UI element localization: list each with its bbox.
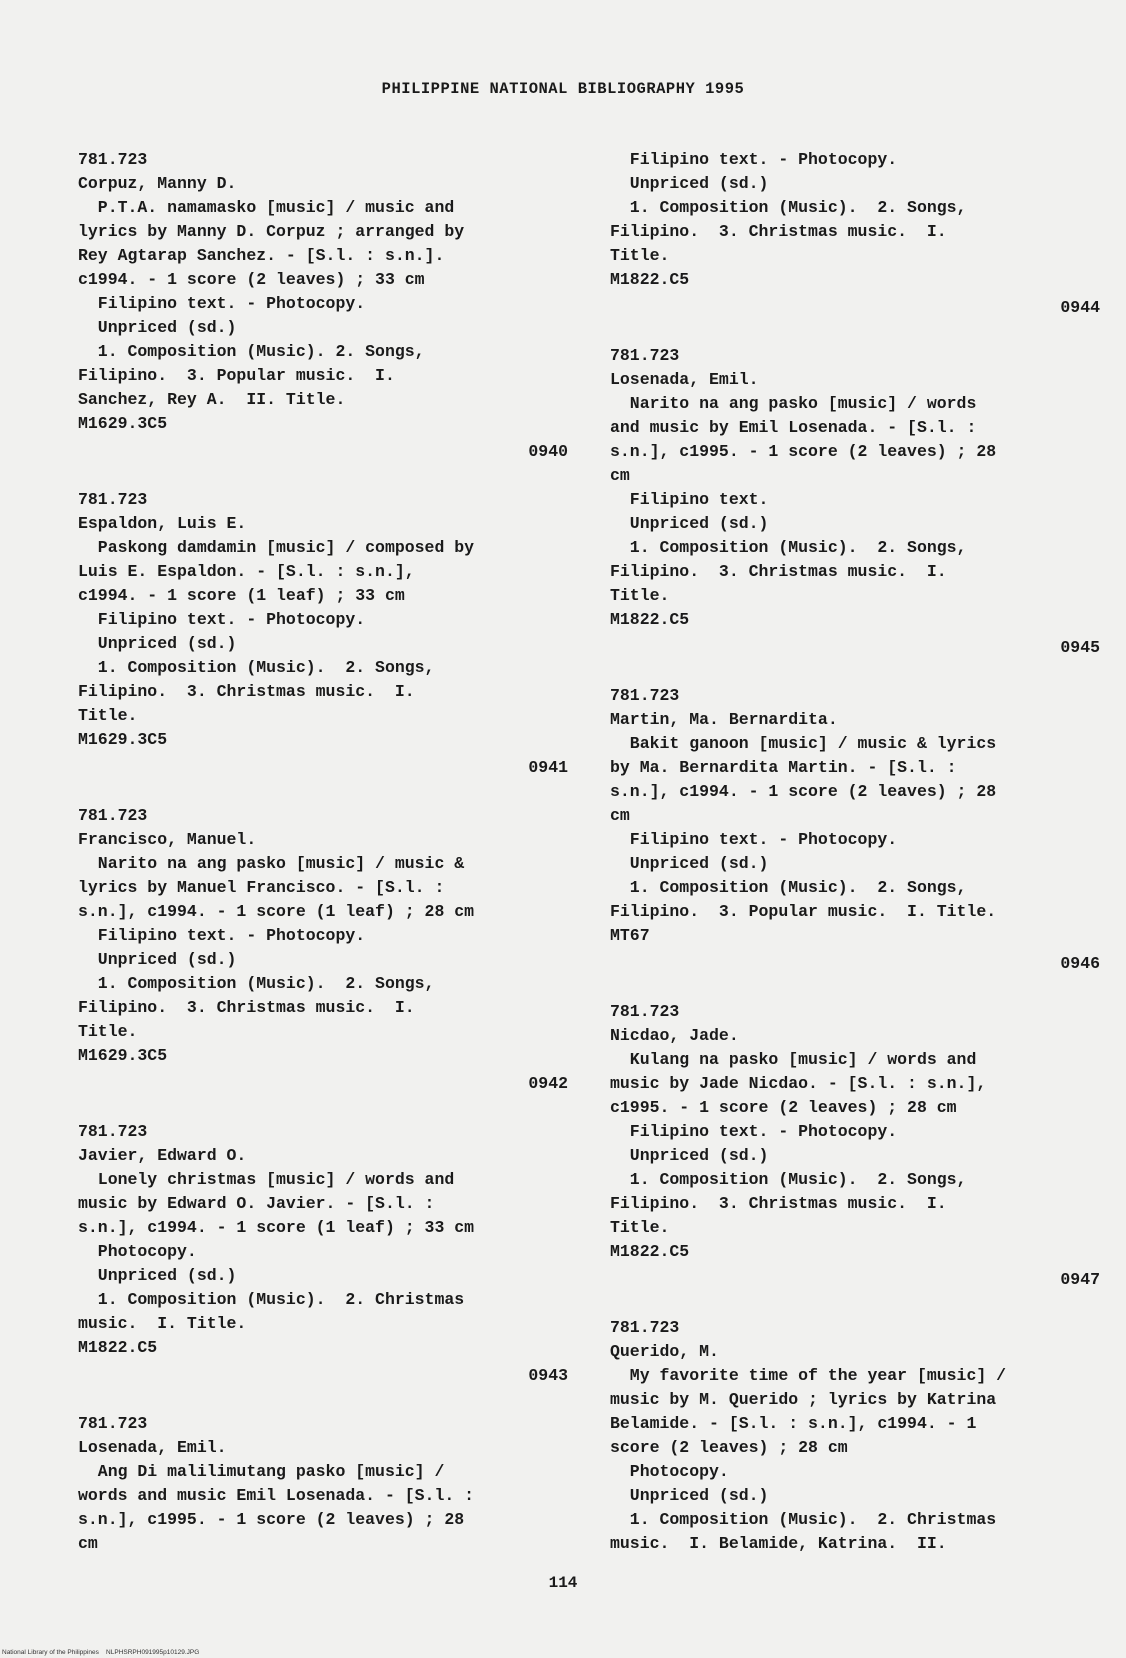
entry-number: 0945: [1060, 638, 1100, 657]
entry-line: Filipino text. - Photocopy.: [78, 610, 366, 629]
entry-line: Filipino. 3. Christmas music. I.: [610, 1194, 947, 1213]
entry-line: My favorite time of the year [music] /: [610, 1366, 1007, 1385]
entry-line: score (2 leaves) ; 28 cm: [610, 1438, 848, 1457]
entry-line: Unpriced (sd.): [610, 1486, 769, 1505]
entry-line: Filipino. 3. Christmas music. I.: [78, 998, 415, 1017]
entry-line: Narito na ang pasko [music] / music &: [78, 854, 465, 873]
entry-line: Unpriced (sd.): [610, 854, 769, 873]
entry-line: Title.: [610, 246, 670, 265]
entry-line: Filipino text. - Photocopy.: [78, 926, 366, 945]
entry-line: Unpriced (sd.): [78, 318, 237, 337]
entry-line: Narito na ang pasko [music] / words: [610, 394, 977, 413]
entry-line: Unpriced (sd.): [610, 174, 769, 193]
entry-line: 1. Composition (Music). 2. Songs,: [610, 878, 967, 897]
entry-line: Querido, M.: [610, 1342, 719, 1361]
entry-line: Photocopy.: [610, 1462, 729, 1481]
bibliography-entry: [610, 148, 1100, 320]
entry-line: Filipino text. - Photocopy.: [610, 830, 898, 849]
bibliography-entry: [78, 1412, 568, 1556]
entry-line: 1. Composition (Music). 2. Songs,: [610, 538, 967, 557]
entry-line: Ang Di malilimutang pasko [music] /: [78, 1462, 445, 1481]
left-column: [78, 148, 568, 1556]
entry-number: 0943: [528, 1366, 568, 1385]
bibliography-entry: [610, 1316, 1100, 1556]
entry-line: M1629.3C5: [78, 730, 168, 749]
entry-line: 1. Composition (Music). 2. Songs,: [78, 342, 425, 361]
entry-line: 1. Composition (Music). 2. Christmas: [610, 1510, 997, 1529]
entry-line: cm: [610, 806, 630, 825]
entry-line: Title.: [78, 706, 138, 725]
entry-line: music by Edward O. Javier. - [S.l. :: [78, 1194, 435, 1213]
entry-line: Nicdao, Jade.: [610, 1026, 739, 1045]
entry-line: by Ma. Bernardita Martin. - [S.l. :: [610, 758, 957, 777]
entry-line: lyrics by Manny D. Corpuz ; arranged by: [78, 222, 465, 241]
entry-line: s.n.], c1995. - 1 score (2 leaves) ; 28: [78, 1510, 465, 1529]
entry-line: cm: [610, 466, 630, 485]
entry-line: Filipino text.: [610, 490, 769, 509]
right-column: [610, 148, 1100, 1556]
entry-number: 0944: [1060, 298, 1100, 317]
entry-number: 0947: [1060, 1270, 1100, 1289]
entry-line: Filipino. 3. Christmas music. I.: [610, 562, 947, 581]
entry-line: 781.723: [610, 1002, 680, 1021]
entry-line: s.n.], c1994. - 1 score (1 leaf) ; 33 cm: [78, 1218, 475, 1237]
entry-line: Unpriced (sd.): [78, 950, 237, 969]
entry-line: Unpriced (sd.): [610, 1146, 769, 1165]
entry-line: M1822.C5: [610, 270, 690, 289]
entry-line: music by M. Querido ; lyrics by Katrina: [610, 1390, 997, 1409]
entry-line: Title.: [610, 586, 670, 605]
entry-line: c1995. - 1 score (2 leaves) ; 28 cm: [610, 1098, 957, 1117]
entry-line: Sanchez, Rey A. II. Title.: [78, 390, 346, 409]
entry-line: Filipino. 3. Christmas music. I.: [78, 682, 415, 701]
entry-line: music by Jade Nicdao. - [S.l. : s.n.],: [610, 1074, 987, 1093]
entry-line: Rey Agtarap Sanchez. - [S.l. : s.n.].: [78, 246, 445, 265]
entry-line: c1994. - 1 score (2 leaves) ; 33 cm: [78, 270, 425, 289]
entry-line: Photocopy.: [78, 1242, 197, 1261]
entry-line: P.T.A. namamasko [music] / music and: [78, 198, 455, 217]
entry-line: cm: [78, 1534, 98, 1553]
entry-line: 1. Composition (Music). 2. Christmas: [78, 1290, 465, 1309]
entry-line: Unpriced (sd.): [610, 514, 769, 533]
entry-line: music. I. Title.: [78, 1314, 247, 1333]
entry-line: 1. Composition (Music). 2. Songs,: [78, 974, 435, 993]
entry-line: Espaldon, Luis E.: [78, 514, 247, 533]
entry-number: 0942: [528, 1074, 568, 1093]
entry-line: 1. Composition (Music). 2. Songs,: [78, 658, 435, 677]
entry-line: Filipino text. - Photocopy.: [610, 150, 898, 169]
entry-line: Lonely christmas [music] / words and: [78, 1170, 455, 1189]
entry-line: Losenada, Emil.: [78, 1438, 227, 1457]
entry-line: Belamide. - [S.l. : s.n.], c1994. - 1: [610, 1414, 977, 1433]
entry-line: Filipino. 3. Christmas music. I.: [610, 222, 947, 241]
entry-line: Martin, Ma. Bernardita.: [610, 710, 838, 729]
entry-line: s.n.], c1995. - 1 score (2 leaves) ; 28: [610, 442, 997, 461]
page-number: 114: [548, 1574, 578, 1592]
entry-line: 1. Composition (Music). 2. Songs,: [610, 1170, 967, 1189]
entry-line: 781.723: [78, 150, 148, 169]
entry-line: 781.723: [610, 1318, 680, 1337]
entry-line: 781.723: [610, 686, 680, 705]
bibliography-entry: [78, 804, 568, 1096]
entry-line: Filipino. 3. Popular music. I.: [78, 366, 395, 385]
entry-line: Losenada, Emil.: [610, 370, 759, 389]
page-header: PHILIPPINE NATIONAL BIBLIOGRAPHY 1995: [381, 80, 745, 98]
bibliography-entry: [78, 148, 568, 464]
entry-line: 781.723: [78, 806, 148, 825]
entry-line: 1. Composition (Music). 2. Songs,: [610, 198, 967, 217]
entry-line: M1629.3C5: [78, 1046, 168, 1065]
scan-footer: National Library of the Philippines NLPHSRPH091995p10129.JPG: [2, 1649, 200, 1656]
entry-line: lyrics by Manuel Francisco. - [S.l. :: [78, 878, 445, 897]
entry-line: music. I. Belamide, Katrina. II.: [610, 1534, 947, 1553]
entry-line: Filipino. 3. Popular music. I. Title.: [610, 902, 997, 921]
entry-line: Kulang na pasko [music] / words and: [610, 1050, 977, 1069]
entry-line: Luis E. Espaldon. - [S.l. : s.n.],: [78, 562, 415, 581]
bibliography-entry: [610, 1000, 1100, 1292]
bibliography-entry: [78, 1120, 568, 1388]
entry-number: 0940: [528, 442, 568, 461]
entry-line: Unpriced (sd.): [78, 634, 237, 653]
entry-line: c1994. - 1 score (1 leaf) ; 33 cm: [78, 586, 405, 605]
entry-line: MT67: [610, 926, 650, 945]
entry-line: 781.723: [78, 490, 148, 509]
entry-line: words and music Emil Losenada. - [S.l. :: [78, 1486, 475, 1505]
entry-line: M1822.C5: [610, 610, 690, 629]
entry-line: and music by Emil Losenada. - [S.l. :: [610, 418, 977, 437]
entry-line: Bakit ganoon [music] / music & lyrics: [610, 734, 997, 753]
entry-line: M1822.C5: [610, 1242, 690, 1261]
bibliography-entry: [610, 344, 1100, 660]
entry-line: 781.723: [78, 1414, 148, 1433]
entry-line: Francisco, Manuel.: [78, 830, 257, 849]
entry-line: 781.723: [610, 346, 680, 365]
bibliography-entry: [610, 684, 1100, 976]
entry-number: 0941: [528, 758, 568, 777]
entry-line: Title.: [610, 1218, 670, 1237]
entry-line: Paskong damdamin [music] / composed by: [78, 538, 475, 557]
entry-line: Filipino text. - Photocopy.: [78, 294, 366, 313]
entry-line: s.n.], c1994. - 1 score (1 leaf) ; 28 cm: [78, 902, 475, 921]
entry-number: 0946: [1060, 954, 1100, 973]
bibliography-entry: [78, 488, 568, 780]
entry-line: Filipino text. - Photocopy.: [610, 1122, 898, 1141]
entry-line: Title.: [78, 1022, 138, 1041]
entry-line: Javier, Edward O.: [78, 1146, 247, 1165]
entry-line: Corpuz, Manny D.: [78, 174, 237, 193]
entry-line: 781.723: [78, 1122, 148, 1141]
entry-line: s.n.], c1994. - 1 score (2 leaves) ; 28: [610, 782, 997, 801]
entry-line: M1822.C5: [78, 1338, 158, 1357]
entry-line: Unpriced (sd.): [78, 1266, 237, 1285]
entry-line: M1629.3C5: [78, 414, 168, 433]
